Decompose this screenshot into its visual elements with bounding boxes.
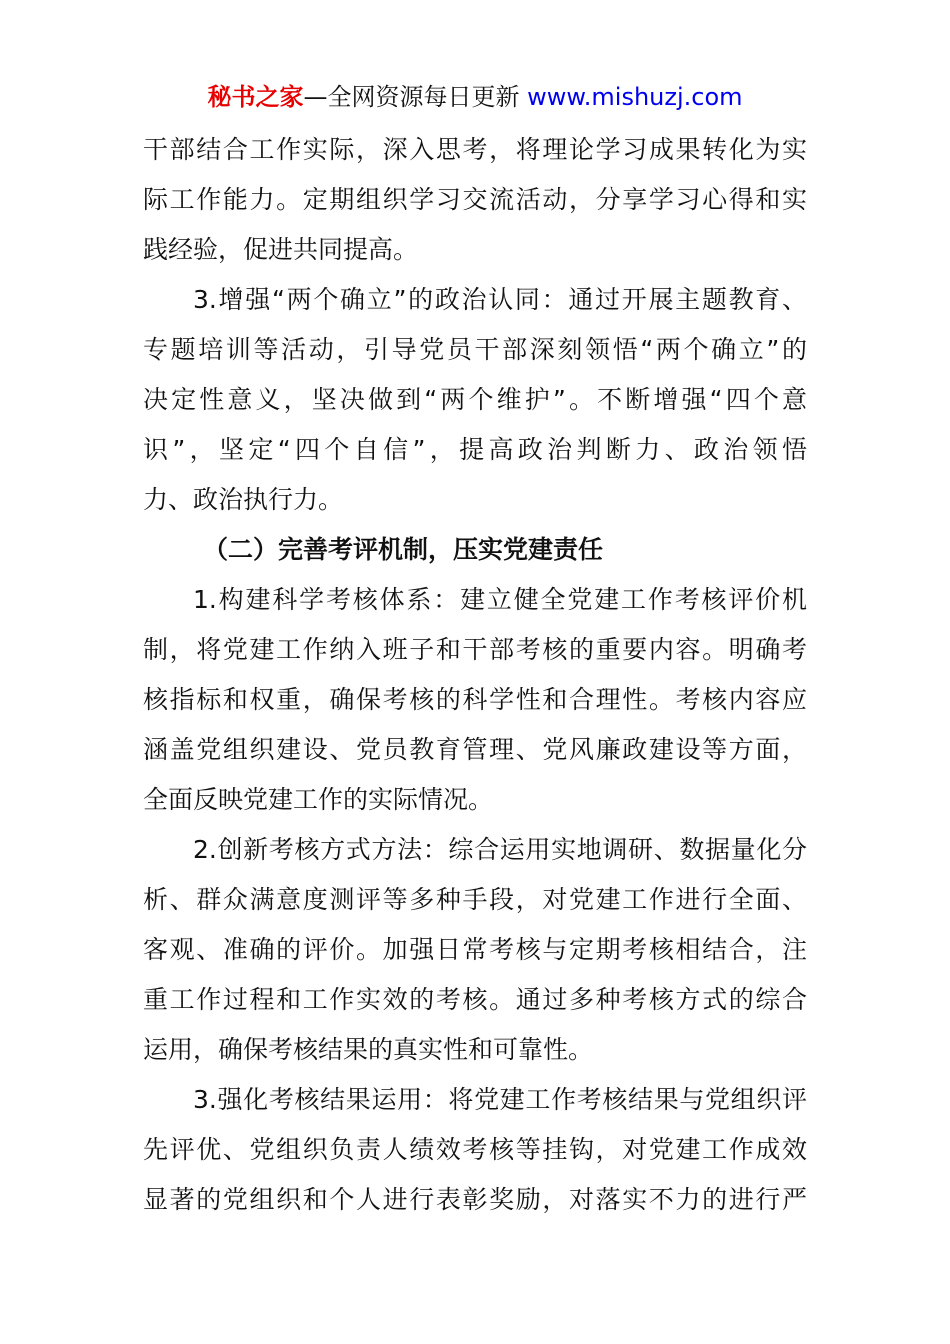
text-line: 际工作能力。定期组织学习交流活动，分享学习心得和实 [143,185,807,214]
text-line: 识”，坚定“四个自信”，提高政治判断力、政治领悟 [143,435,807,464]
text-line: 显著的党组织和个人进行表彰奖励，对落实不力的进行严 [143,1185,807,1214]
text-line: 制，将党建工作纳入班子和干部考核的重要内容。明确考 [143,635,807,664]
header-slogan: —全网资源每日更新 [303,83,528,111]
text-line: 客观、准确的评价。加强日常考核与定期考核相结合，注 [143,935,807,964]
text-line: 全面反映党建工作的实际情况。 [143,785,494,814]
text-line: 践经验，促进共同提高。 [143,235,419,264]
text-line: 决定性意义，坚决做到“两个维护”。不断增强“四个意 [143,385,807,414]
text-line: 3.强化考核结果运用：将党建工作考核结果与党组织评 [193,1085,807,1114]
text-line: 3.增强“两个确立”的政治认同：通过开展主题教育、 [193,285,807,314]
text-line: 2.创新考核方式方法：综合运用实地调研、数据量化分 [193,835,807,864]
text-line: 力、政治执行力。 [143,485,344,514]
brand-name: 秘书之家 [207,83,304,111]
text-line: 重工作过程和工作实效的考核。通过多种考核方式的综合 [143,985,807,1014]
text-line: 专题培训等活动，引导党员干部深刻领悟“两个确立”的 [143,335,807,364]
text-line: 析、群众满意度测评等多种手段，对党建工作进行全面、 [143,885,807,914]
page-header [0,80,950,114]
section-heading: （二）完善考评机制，压实党建责任 [203,535,604,564]
text-line: 干部结合工作实际，深入思考，将理论学习成果转化为实 [143,135,807,164]
text-line: 运用，确保考核结果的真实性和可靠性。 [143,1035,594,1064]
text-line: 涵盖党组织建设、党员教育管理、党风廉政建设等方面， [143,735,807,764]
text-line: 先评优、党组织负责人绩效考核等挂钩，对党建工作成效 [143,1135,807,1164]
text-line: 核指标和权重，确保考核的科学性和合理性。考核内容应 [143,685,807,714]
document-body [143,125,807,1225]
site-url-link[interactable]: www.mishuzj.com [527,83,743,111]
text-line: 1.构建科学考核体系：建立健全党建工作考核评价机 [193,585,807,614]
